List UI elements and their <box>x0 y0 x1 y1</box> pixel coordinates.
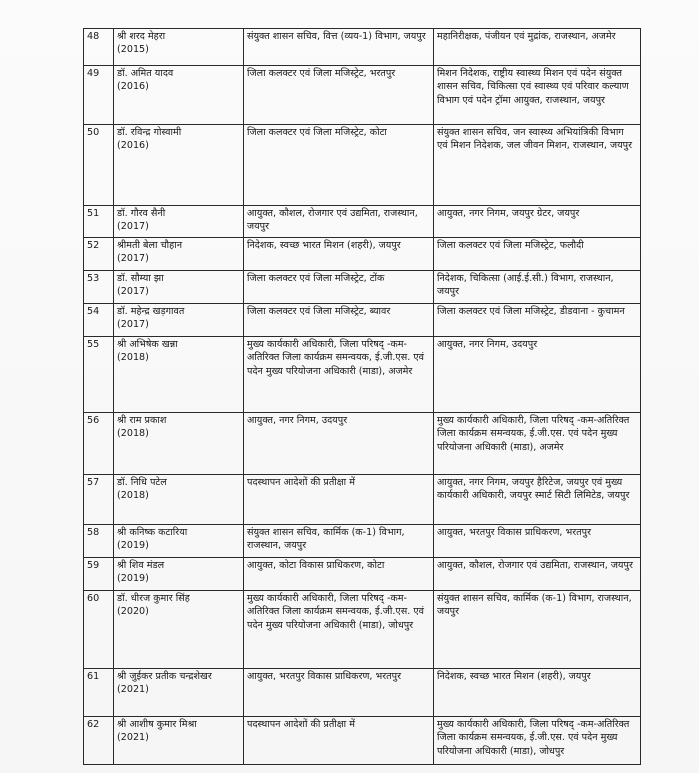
table-row <box>84 337 641 413</box>
batch-year: (2016) <box>117 81 149 93</box>
officer-name: श्री जुईकर प्रतीक चन्द्रशेखर <box>117 671 212 682</box>
table-row <box>84 304 641 337</box>
serial-number: 58 <box>84 525 114 558</box>
officer-cell <box>114 304 244 337</box>
table-row <box>84 669 641 717</box>
current-posting: संयुक्त शासन सचिव, वित्त (व्यय-1) विभाग, जयपुर <box>244 29 434 66</box>
current-posting: जिला कलक्टर एवं जिला मजिस्ट्रेट, भरतपुर <box>244 66 434 125</box>
transfer-table-body <box>84 29 641 765</box>
batch-year: (2021) <box>117 684 149 696</box>
table-row <box>84 413 641 475</box>
officer-name: श्री शरद मेहरा <box>117 31 166 42</box>
new-posting: आयुक्त, नगर निगम, जयपुर ग्रेटर, जयपुर <box>434 206 641 238</box>
serial-number: 55 <box>84 337 114 413</box>
current-posting: पदस्थापन आदेशों की प्रतीक्षा में <box>244 717 434 765</box>
transfer-table <box>83 28 641 765</box>
current-posting: जिला कलक्टर एवं जिला मजिस्ट्रेट, कोटा <box>244 125 434 206</box>
batch-year: (2018) <box>117 352 149 364</box>
current-posting: संयुक्त शासन सचिव, कार्मिक (क-1) विभाग, राजस्थान, जयपुर <box>244 525 434 558</box>
officer-name: डॉ. रविन्द्र गोस्वामी <box>117 127 182 138</box>
new-posting: निदेशक, चिकित्सा (आई.ई.सी.) विभाग, राजस्थान, जयपुर <box>434 271 641 304</box>
officer-name: श्री आशीष कुमार मिश्रा <box>117 719 197 730</box>
table-row <box>84 66 641 125</box>
officer-cell <box>114 591 244 669</box>
batch-year: (2018) <box>117 490 149 502</box>
new-posting: आयुक्त, भरतपुर विकास प्राधिकरण, भरतपुर <box>434 525 641 558</box>
table-row <box>84 717 641 765</box>
officer-name: डॉ. सौम्या झा <box>117 273 164 284</box>
table-row <box>84 271 641 304</box>
new-posting: आयुक्त, नगर निगम, जयपुर हैरिटेज, जयपुर एवं मुख्य कार्यकारी अधिकारी, जयपुर स्मार्ट सिटी लिमिटेड, जयपुर <box>434 475 641 525</box>
officer-name: डॉ. निधि पटेल <box>117 477 167 488</box>
officer-name: श्री राम प्रकाश <box>117 415 167 426</box>
current-posting: आयुक्त, कोटा विकास प्राधिकरण, कोटा <box>244 558 434 591</box>
officer-cell <box>114 337 244 413</box>
table-row <box>84 475 641 525</box>
batch-year: (2016) <box>117 140 149 152</box>
officer-cell <box>114 525 244 558</box>
new-posting: संयुक्त शासन सचिव, कार्मिक (क-1) विभाग, राजस्थान, जयपुर <box>434 591 641 669</box>
officer-cell <box>114 413 244 475</box>
current-posting: जिला कलक्टर एवं जिला मजिस्ट्रेट, टोंक <box>244 271 434 304</box>
batch-year: (2017) <box>117 221 149 233</box>
batch-year: (2017) <box>117 286 149 298</box>
new-posting: जिला कलक्टर एवं जिला मजिस्ट्रेट, फलौदी <box>434 238 641 271</box>
serial-number: 61 <box>84 669 114 717</box>
batch-year: (2019) <box>117 573 149 585</box>
officer-cell <box>114 669 244 717</box>
new-posting: मुख्य कार्यकारी अधिकारी, जिला परिषद् -कम-अतिरिक्त जिला कार्यक्रम समन्वयक, ई.जी.एस. एवं पदेन मुख्य परियोजना अधिकारी (माडा), जोधपुर <box>434 717 641 765</box>
new-posting: जिला कलक्टर एवं जिला मजिस्ट्रेट, डीडवाना - कुचामन <box>434 304 641 337</box>
new-posting: निदेशक, स्वच्छ भारत मिशन (शहरी), जयपुर <box>434 669 641 717</box>
serial-number: 48 <box>84 29 114 66</box>
table-row <box>84 29 641 66</box>
current-posting: आयुक्त, भरतपुर विकास प्राधिकरण, भरतपुर <box>244 669 434 717</box>
current-posting: आयुक्त, कौशल, रोजगार एवं उद्यमिता, राजस्थान, जयपुर <box>244 206 434 238</box>
officer-cell <box>114 238 244 271</box>
officer-name: श्री शिव मंडल <box>117 560 165 571</box>
batch-year: (2021) <box>117 732 149 744</box>
table-row <box>84 238 641 271</box>
table-row <box>84 125 641 206</box>
officer-name: डॉ. गौरव सैनी <box>117 208 166 219</box>
serial-number: 57 <box>84 475 114 525</box>
table-row <box>84 206 641 238</box>
current-posting: पदस्थापन आदेशों की प्रतीक्षा में <box>244 475 434 525</box>
officer-cell <box>114 125 244 206</box>
serial-number: 62 <box>84 717 114 765</box>
batch-year: (2020) <box>117 606 149 618</box>
current-posting: आयुक्त, नगर निगम, उदयपुर <box>244 413 434 475</box>
batch-year: (2017) <box>117 253 149 265</box>
serial-number: 53 <box>84 271 114 304</box>
serial-number: 49 <box>84 66 114 125</box>
batch-year: (2017) <box>117 319 149 331</box>
table-row <box>84 558 641 591</box>
officer-cell <box>114 271 244 304</box>
batch-year: (2015) <box>117 44 149 56</box>
serial-number: 60 <box>84 591 114 669</box>
batch-year: (2018) <box>117 428 149 440</box>
batch-year: (2019) <box>117 540 149 552</box>
officer-cell <box>114 206 244 238</box>
current-posting: जिला कलक्टर एवं जिला मजिस्ट्रेट, ब्यावर <box>244 304 434 337</box>
officer-cell <box>114 29 244 66</box>
table-row <box>84 525 641 558</box>
officer-cell <box>114 717 244 765</box>
officer-name: डॉ. धीरज कुमार सिंह <box>117 593 190 604</box>
serial-number: 51 <box>84 206 114 238</box>
officer-cell <box>114 475 244 525</box>
officer-cell <box>114 558 244 591</box>
serial-number: 52 <box>84 238 114 271</box>
new-posting: आयुक्त, नगर निगम, उदयपुर <box>434 337 641 413</box>
officer-name: डॉ. महेन्द्र खड़गावत <box>117 306 185 317</box>
new-posting: संयुक्त शासन सचिव, जन स्वास्थ्य अभियांत्रिकी विभाग एवं मिशन निदेशक, जल जीवन मिशन, राजस्थान, जयपुर <box>434 125 641 206</box>
serial-number: 54 <box>84 304 114 337</box>
serial-number: 56 <box>84 413 114 475</box>
officer-name: श्री अभिषेक खन्ना <box>117 339 178 350</box>
officer-name: श्रीमती बेला चौहान <box>117 240 183 251</box>
new-posting: आयुक्त, कौशल, रोजगार एवं उद्यमिता, राजस्थान, जयपुर <box>434 558 641 591</box>
officer-cell <box>114 66 244 125</box>
current-posting: मुख्य कार्यकारी अधिकारी, जिला परिषद् -कम-अतिरिक्त जिला कार्यक्रम समन्वयक, ई.जी.एस. एवं पदेन मुख्य परियोजना अधिकारी (माडा), जोधपुर <box>244 591 434 669</box>
table-row <box>84 591 641 669</box>
officer-name: श्री कनिष्क कटारिया <box>117 527 188 538</box>
new-posting: मुख्य कार्यकारी अधिकारी, जिला परिषद् -कम-अतिरिक्त जिला कार्यक्रम समन्वयक, ई.जी.एस. एवं पदेन मुख्य परियोजना अधिकारी (माडा), अजमेर <box>434 413 641 475</box>
new-posting: महानिरीक्षक, पंजीयन एवं मुद्रांक, राजस्थान, अजमेर <box>434 29 641 66</box>
current-posting: मुख्य कार्यकारी अधिकारी, जिला परिषद् -कम-अतिरिक्त जिला कार्यक्रम समन्वयक, ई.जी.एस. एवं पदेन मुख्य परियोजना अधिकारी (माडा), अजमेर <box>244 337 434 413</box>
serial-number: 59 <box>84 558 114 591</box>
current-posting: निदेशक, स्वच्छ भारत मिशन (शहरी), जयपुर <box>244 238 434 271</box>
officer-name: डॉ. अमित यादव <box>117 68 174 79</box>
new-posting: मिशन निदेशक, राष्ट्रीय स्वास्थ्य मिशन एवं पदेन संयुक्त शासन सचिव, चिकित्सा एवं स्वास्थ्य एवं परिवार कल्याण विभाग एवं पदेन ट्रॉमा आयुक्त, राजस्थान, जयपुर <box>434 66 641 125</box>
serial-number: 50 <box>84 125 114 206</box>
